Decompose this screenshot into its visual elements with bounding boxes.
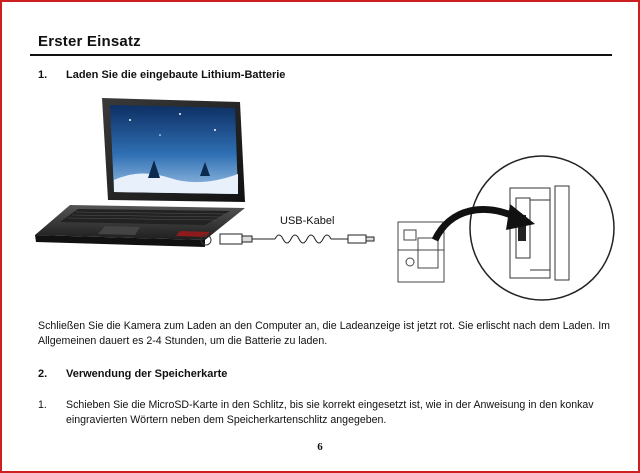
page-title: Erster Einsatz (38, 33, 141, 50)
laptop-icon (35, 98, 245, 247)
section-1-title: Laden Sie die eingebaute Lithium-Batterie (66, 69, 286, 81)
section-2-title: Verwendung der Speicherkarte (66, 368, 228, 380)
usb-cable-label: USB-Kabel (280, 215, 335, 227)
title-divider (30, 54, 612, 56)
usb-cable-icon (220, 234, 374, 244)
list-item-number: 1. (38, 399, 47, 411)
magnifier-icon (470, 156, 614, 300)
charging-illustration (30, 90, 615, 315)
list-item-text: Schieben Sie die MicroSD-Karte in den Schlitz, bis sie korrekt eingesetzt ist, wie in der Anweisung in den konkav eingravierten Wörtern neben dem Speicherkartenschlitz angegeben. (66, 399, 594, 426)
list-item (38, 398, 610, 428)
section-1-number: 1. (38, 69, 48, 81)
section-1-body: Schließen Sie die Kamera zum Laden an den Computer an, die Ladeanzeige ist jetzt rot. Sie erlischt nach dem Laden. Im Allgemeinen dauert es 2-4 Stunden, um die Batterie zu laden. (38, 320, 610, 347)
section-1-heading (38, 69, 285, 81)
section-2-number: 2. (38, 368, 48, 380)
section-2-heading (38, 368, 227, 380)
page-number: 6 (317, 441, 323, 453)
